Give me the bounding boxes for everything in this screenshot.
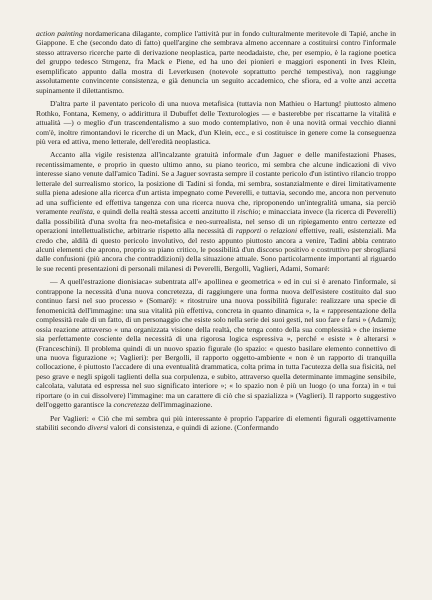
text-run: — A quell'estrazione dionisiaca» subentrata all'« apollinea e geometrica » ed in cui si è arenato l'informale, si contrappone la necessità d'una nuova concretezza, di raggiungere una forma nuova dell'esistere costituito dal suo continuo farsi nel suo processo » (Somaré): « ritostruire una nuova possibilità figurale: realizzare una specie di fenomenicità dell'immagine: una sua vitalità più effettiva, concreta in quanto dinamica », la « rappresentazione della complessità reale di un fatto, di un personaggio che esiste solo nella serie dei suoi gesti, nel suo fare e farsi » (Adami); ossia reazione attraverso « una organizzata visione della realtà, che tenga conto della sua complessità » che insieme sia perfettamente cosciente della necessità di una rigorosa logica espressiva », perché « esiste » è alterarsi » (Franceschini). Il problema quindi di un nuovo spazio figurale (lo spazio: « questo basilare elemento connettivo di una nuova figurazione »; Vaglieri): per Bergolli, il rapporto oggetto-ambiente « non è un rapporto di tranquilla collocazione, è piuttosto l'accadere di una eventualità drammatica, colta prima in tutta l'acutezza della sua fisicità, nel peso grave e negli spigoli taglienti della sua corpulenza, e subito, attraverso quella determinante immagine sensibile, calcolata, valutata ed espressa nel suo significato interiore »; « lo spazio non è più un luogo (o una forza) in « tui riportare (o in cui dissolvere) l'immagine: ma un carattere di ciò che si spazializza » (Vaglieri). Il rapporto suggestivo dell'oggetto garantisce la xyxy=(36,277,396,410)
text-run: Per Vaglieri: « Ciò che mi sembra qui più interessante è proprio l'apparire di elementi figurali oggettivamente stabiliti secondo xyxy=(36,413,396,433)
italic-run: realista xyxy=(69,207,93,217)
paragraph-2 xyxy=(36,99,396,146)
text-run: Accanto alla vigile resistenza all'incalzante gratuità informale d'un Jaguer e delle manifestazioni Phases, recentissimamente, e proprio in questo ultimo anno, su piano teorico, mi sembra che alcune indicazioni di vivo interesse siano venute dall'amico Tadini. Se a Jaguer sovrasta sempre il costante pericolo d'un istintivo rilancio troppo letterale del surrealismo storico, la posizione di Tadini si fonda, mi sembra, sostanzialmente e direi limitativamente sulla piena adesione alla ricerca d'un artista impegnato come Peverelli, e tuttavia, secondo me, ancora non pervenuto ad una sufficiente ed effettiva tangenza con una ricerca nuova che, riproponendo un'integralità umana, sia perciò veramente xyxy=(36,150,396,217)
italic-run: relazioni xyxy=(270,226,298,236)
text-run: dell'immaginazione. xyxy=(149,400,213,410)
text-run: , e quindi della realtà stessa accetti anzitutto il xyxy=(92,207,238,217)
text-run: o xyxy=(261,226,271,236)
italic-run: action painting xyxy=(36,29,83,38)
text-run: nordamericana dilagante, complice l'attività pur in fondo culturalmente meritevole di Tapié, anche in Giappone. E che (secondo dato di fatto) quell'argine che sembrava almeno accennare a costituirsi contro l'informale stesso attraverso ricerche parte di derivazione neoplastica, parte neodadaiste, che, per esempio, è la ragione poetica del gruppo tedesco Strngenz, fra Mack e Piene, ed ha uno dei pionieri e maggiori esponenti in Ives Klein, esemplificato appunto dalla mostra di Leverkusen (notevole soprattutto perché tempestiva), non raggiunge assolutamente convincente consistenza, e già denuncia un seguito accademico, che sfiora, ed a volte anzi accetta supinamente il dilettantismo. xyxy=(36,29,396,95)
italic-run: rischio xyxy=(237,207,259,217)
italic-run: diversi xyxy=(87,423,109,433)
paragraph-3 xyxy=(36,150,396,273)
paragraph-5 xyxy=(36,414,396,433)
text-run: D'altra parte il paventato pericolo di una nuova metafisica (tuttavia non Mathieu o Hartung! piuttosto almeno Rothko, Fontana, Kemeny, o addirittura il Dubuffet delle Texturologies — e basterebbe per riscattarne la vitalità e attualità —) o meglio d'un trascendentalismo a suo modo contemplativo, non è una novità ormai vecchio dianni com'è, inoltre rimontandovi le ricerche di un Mack, d'un Klein, ecc., e si costituisce in genere come la conseguenza più vera ed attiva, meno letterale, dell'eredità neoplastica. xyxy=(36,99,396,146)
paragraph-4 xyxy=(36,277,396,409)
italic-run: rapporti xyxy=(235,226,262,236)
italic-run: concretezza xyxy=(113,400,150,410)
paragraph-1 xyxy=(36,29,396,95)
text-run: effettive, reali, esistenziali. Ma credo che, aldilà di questo pericolo involutivo, del resto appunto piuttosto ancora a venire, Tadini abbia centrato alcuni elementi che aprono, proprio su piano critico, le possibilità d'un discorso positivo e costruttivo per sbrogliarsi dalle confusioni (più ancora che contraddizioni) della situazione attuale. Sono particolarmente importanti al riguardo le sue recenti presentazioni di personali milanesi di Peverelli, Bergolli, Vaglieri, Adami, Somaré: xyxy=(36,226,397,273)
text-run: valori di consistenza, e quindi di azione. (Confermando xyxy=(108,423,279,433)
text-run: ; e minacciata invece (la ricerca di Peverelli) dalla possibilità d'una svolta fra neo-metafisica e neo-surrealista, nel senso di un ripiegamento entro certezze ed operazioni intellettualistiche, arbitrarie rispetto alla necessità di xyxy=(36,207,396,236)
